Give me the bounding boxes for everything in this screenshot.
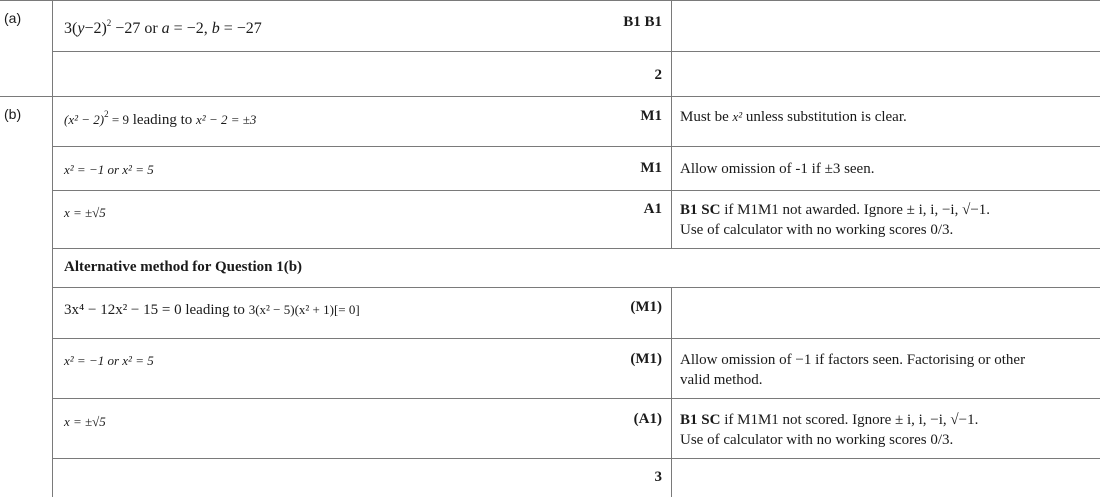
row-divider xyxy=(0,96,1100,97)
note-alt2: Allow omission of −1 if factors seen. Factorising or other valid method. xyxy=(680,352,1026,388)
working-b3: x = ±√5 xyxy=(64,205,106,220)
mark-a1: B1 B1 xyxy=(623,14,662,30)
column-divider xyxy=(671,0,672,248)
note-b3: B1 SC if M1M1 not awarded. Ignore ± i, i, −i, √−1. Use of calculator with no working scores 0/3. xyxy=(680,202,991,238)
row-divider xyxy=(52,51,1100,52)
alternative-method-heading: Alternative method for Question 1(b) xyxy=(64,259,303,275)
working-b1: $(x^2 - 2)^2 = 9$ leading to x² − 2 = ±3 xyxy=(64,109,257,128)
working-b2: x² = −1 or x² = 5 xyxy=(64,162,154,177)
mark-b2: M1 xyxy=(640,160,662,176)
row-divider xyxy=(52,458,1100,459)
mark-alt3: (A1) xyxy=(633,411,662,427)
question-label-a: (a) xyxy=(4,10,22,26)
note-alt3: B1 SC if M1M1 not scored. Ignore ± i, i, −i, √−1. Use of calculator with no working scores 0/3. xyxy=(680,412,979,448)
note-b1: Must be x² unless substitution is clear. xyxy=(680,109,907,125)
column-divider xyxy=(671,287,672,497)
column-divider xyxy=(52,0,53,497)
question-label-b: (b) xyxy=(4,106,22,122)
row-divider xyxy=(52,248,1100,249)
mark-alt1: (M1) xyxy=(630,299,662,315)
row-divider xyxy=(52,287,1100,288)
row-divider xyxy=(52,146,1100,147)
note-b2: Allow omission of -1 if ±3 seen. xyxy=(680,161,875,177)
mark-alt2: (M1) xyxy=(630,351,662,367)
total-a: 2 xyxy=(654,67,662,83)
row-divider xyxy=(52,398,1100,399)
row-divider xyxy=(0,0,1100,1)
row-divider xyxy=(52,190,1100,191)
working-alt3: x = ±√5 xyxy=(64,414,106,429)
row-divider xyxy=(52,338,1100,339)
mark-b1: M1 xyxy=(640,108,662,124)
total-b: 3 xyxy=(654,469,662,485)
mark-b3: A1 xyxy=(643,201,662,217)
working-alt2: x² = −1 or x² = 5 xyxy=(64,353,154,368)
working-alt1: 3x⁴ − 12x² − 15 = 0 leading to 3(x² − 5)(x² + 1)[= 0] xyxy=(64,302,360,318)
working-a1: $3(y-2)^2 -27$ or a = −2, b = −27 xyxy=(64,18,262,37)
